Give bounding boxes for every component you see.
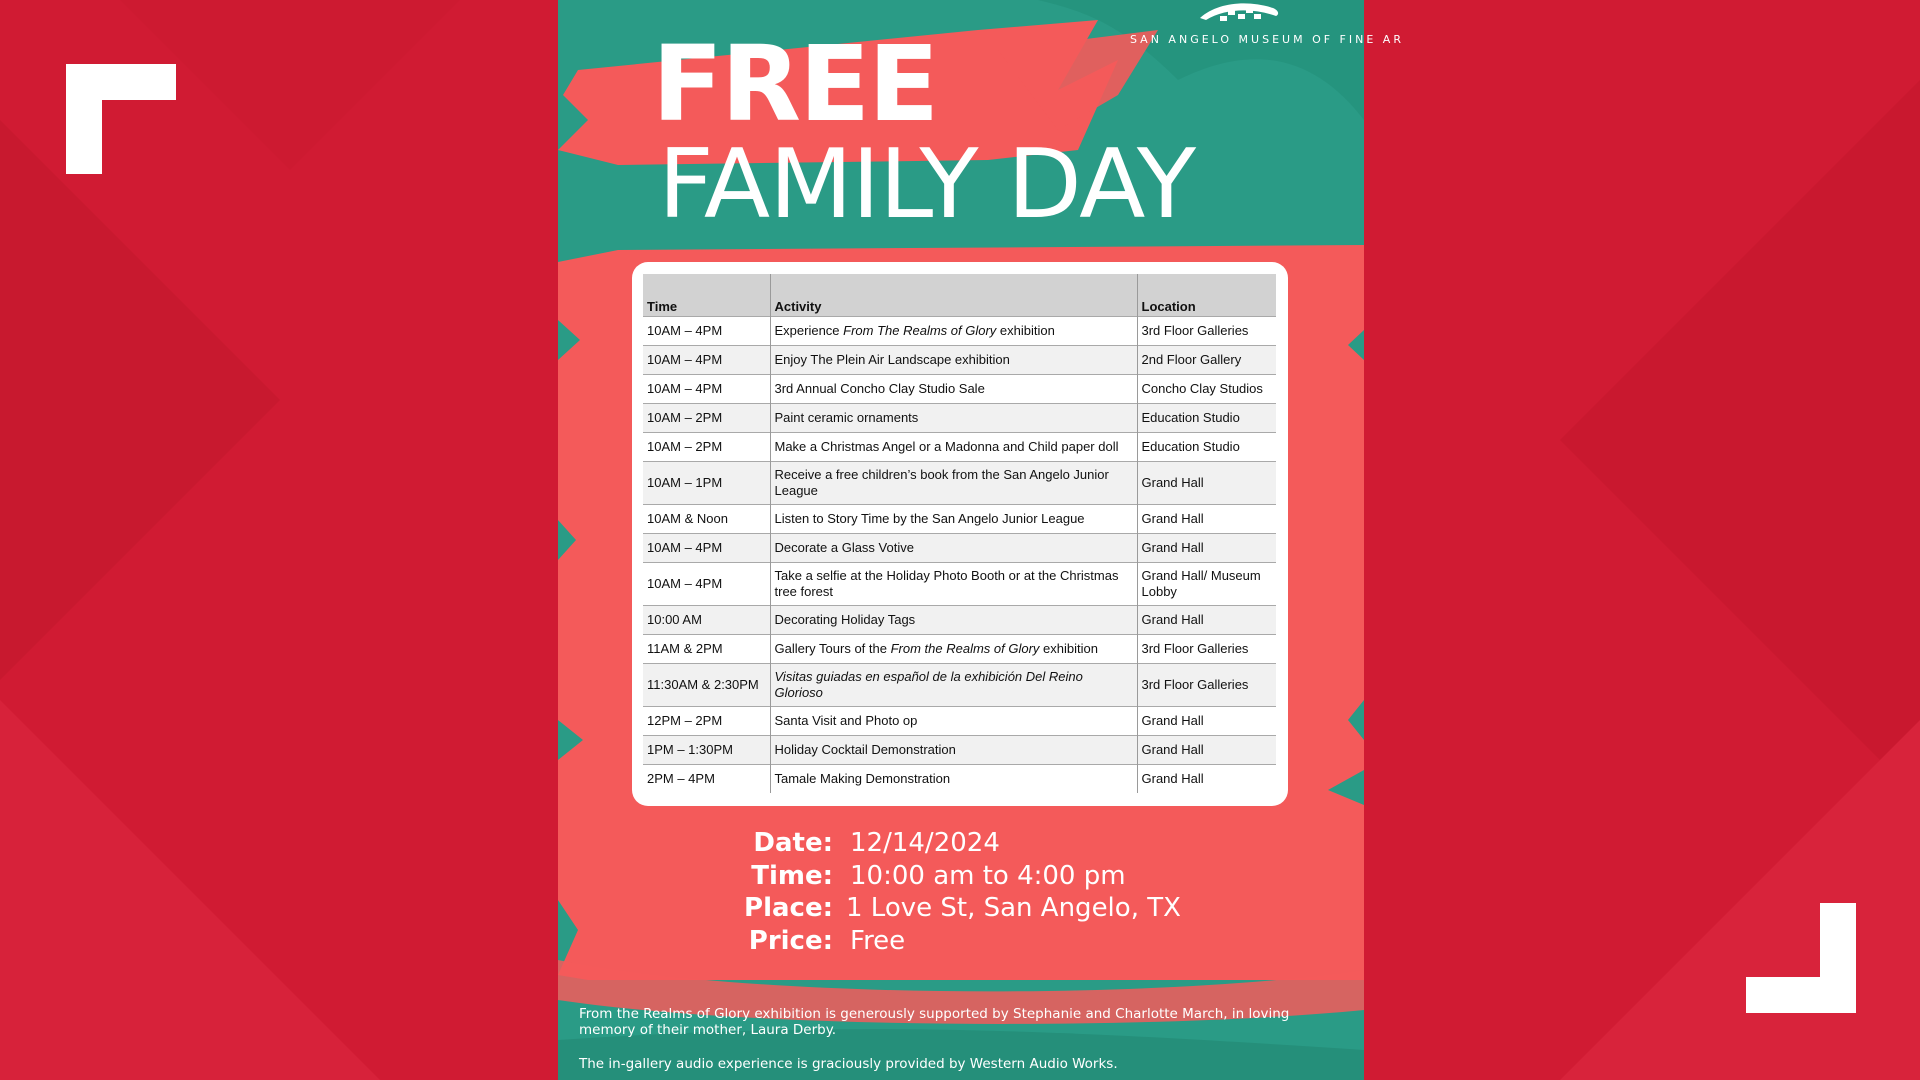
cell-activity: Santa Visit and Photo op <box>770 707 1137 736</box>
schedule-header-row <box>643 274 1276 317</box>
cell-time: 10AM – 4PM <box>643 375 770 404</box>
cell-location: Grand Hall <box>1137 462 1276 505</box>
cell-time: 10AM & Noon <box>643 505 770 534</box>
cell-activity: Take a selfie at the Holiday Photo Booth or at the Christmas tree forest <box>770 563 1137 606</box>
cell-time: 10:00 AM <box>643 606 770 635</box>
cell-activity: Experience From The Realms of Glory exhibition <box>770 317 1137 346</box>
cell-time: 10AM – 1PM <box>643 462 770 505</box>
bottom-right-corner-bracket <box>1746 903 1856 1013</box>
cell-activity: Decorate a Glass Votive <box>770 534 1137 563</box>
title-free: FREE <box>652 23 938 145</box>
top-left-corner-bracket <box>66 64 176 174</box>
cell-location: 3rd Floor Galleries <box>1137 635 1276 664</box>
cell-time: 10AM – 4PM <box>643 346 770 375</box>
cell-location: Concho Clay Studios <box>1137 375 1276 404</box>
cell-location: 3rd Floor Galleries <box>1137 664 1276 707</box>
cell-activity: Tamale Making Demonstration <box>770 765 1137 794</box>
place-label: Place: <box>744 893 833 923</box>
table-row <box>643 707 1276 736</box>
cell-activity: Visitas guiadas en español de la exhibición Del Reino Glorioso <box>770 664 1137 707</box>
cell-activity: 3rd Annual Concho Clay Studio Sale <box>770 375 1137 404</box>
cell-activity: Decorating Holiday Tags <box>770 606 1137 635</box>
header-location: Location <box>1137 274 1276 317</box>
table-row <box>643 375 1276 404</box>
cell-activity: Holiday Cocktail Demonstration <box>770 736 1137 765</box>
time-value: 10:00 am to 4:00 pm <box>850 860 1126 891</box>
cell-time: 2PM – 4PM <box>643 765 770 794</box>
cell-activity: Make a Christmas Angel or a Madonna and Child paper doll <box>770 433 1137 462</box>
cell-location: Grand Hall <box>1137 736 1276 765</box>
cell-activity: Receive a free children’s book from the San Angelo Junior League <box>770 462 1137 505</box>
price-label: Price: <box>748 925 833 956</box>
header-activity: Activity <box>770 274 1137 317</box>
table-row <box>643 317 1276 346</box>
cell-location: Grand Hall <box>1137 707 1276 736</box>
cell-time: 11:30AM & 2:30PM <box>643 664 770 707</box>
table-row <box>643 606 1276 635</box>
cell-activity: Paint ceramic ornaments <box>770 404 1137 433</box>
table-row <box>643 563 1276 606</box>
cell-time: 1PM – 1:30PM <box>643 736 770 765</box>
table-row <box>643 534 1276 563</box>
table-row <box>643 346 1276 375</box>
cell-location: Grand Hall <box>1137 606 1276 635</box>
cell-time: 10AM – 4PM <box>643 317 770 346</box>
cell-location: Education Studio <box>1137 433 1276 462</box>
date-label: Date: <box>753 828 833 858</box>
schedule-table <box>643 274 1276 793</box>
cell-activity: Listen to Story Time by the San Angelo Junior League <box>770 505 1137 534</box>
cell-location: Education Studio <box>1137 404 1276 433</box>
table-row <box>643 404 1276 433</box>
table-row <box>643 765 1276 794</box>
cell-location: Grand Hall/ Museum Lobby <box>1137 563 1276 606</box>
audio-note: The in-gallery audio experience is graciously provided by Western Audio Works. <box>579 1056 1118 1072</box>
cell-activity: Enjoy The Plein Air Landscape exhibition <box>770 346 1137 375</box>
time-label: Time: <box>751 860 833 891</box>
cell-time: 10AM – 2PM <box>643 404 770 433</box>
sponsor-note: From the Realms of Glory exhibition is generously supported by Stephanie and Charlotte March, in loving memory of their mother, Laura Derby. <box>579 1006 1290 1038</box>
header-time: Time <box>643 274 770 317</box>
cell-time: 10AM – 4PM <box>643 563 770 606</box>
table-row <box>643 736 1276 765</box>
cell-location: Grand Hall <box>1137 765 1276 794</box>
cell-location: Grand Hall <box>1137 534 1276 563</box>
place-value: 1 Love St, San Angelo, TX <box>846 893 1181 923</box>
cell-location: 2nd Floor Gallery <box>1137 346 1276 375</box>
date-value: 12/14/2024 <box>850 828 1000 858</box>
cell-time: 10AM – 4PM <box>643 534 770 563</box>
cell-activity: Gallery Tours of the From the Realms of Glory exhibition <box>770 635 1137 664</box>
table-row <box>643 635 1276 664</box>
cell-time: 10AM – 2PM <box>643 433 770 462</box>
title-family-day: FAMILY DAY <box>658 130 1196 240</box>
museum-name: SAN ANGELO MUSEUM OF FINE AR <box>1130 33 1404 46</box>
table-row <box>643 462 1276 505</box>
price-value: Free <box>850 925 906 956</box>
cell-location: Grand Hall <box>1137 505 1276 534</box>
cell-time: 12PM – 2PM <box>643 707 770 736</box>
table-row <box>643 505 1276 534</box>
cell-location: 3rd Floor Galleries <box>1137 317 1276 346</box>
cell-time: 11AM & 2PM <box>643 635 770 664</box>
table-row <box>643 664 1276 707</box>
table-row <box>643 433 1276 462</box>
